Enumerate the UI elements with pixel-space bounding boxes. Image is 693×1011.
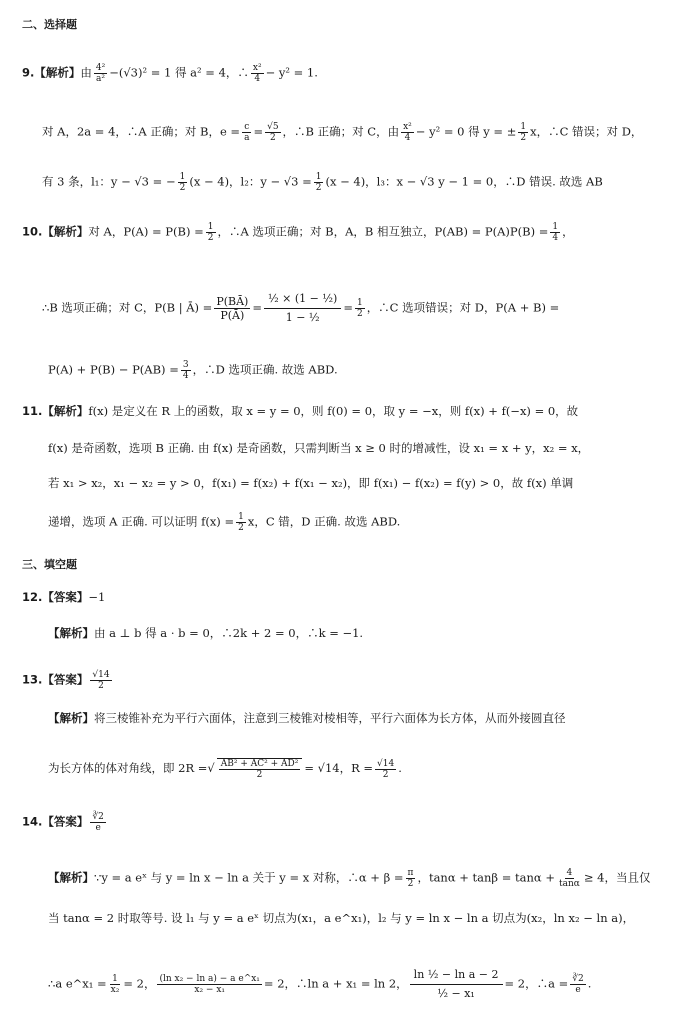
fraction: $\frac{\text{x²}}{4}$ xyxy=(403,122,412,143)
answer-fraction: $\frac{√14}{2}$ xyxy=(92,670,110,691)
fraction: $\frac{1}{\text{x₂}}$ xyxy=(110,974,120,995)
analysis-tag: 【解析】 xyxy=(48,626,94,640)
analysis-tag: 【解析】 xyxy=(34,65,81,80)
answer-tag: 【答案】 xyxy=(42,590,89,604)
compound-fraction: $\frac{\text{½ × (1 − ½)}}{\text{1 − ½}}$ xyxy=(264,290,341,327)
answer-value: −1 xyxy=(88,590,106,604)
question-number: 9. xyxy=(22,65,35,80)
q10-line-1: 10.【解析】对 A，P(A) = P(B) = $\frac{1}{2}$ ，∴A 选项正确；对 B，A，B 相互独立，P(AB) = P(A)P(B) = $\frac{1}{4}$ ， xyxy=(22,222,574,243)
fraction: $\frac{c}{a}$ xyxy=(244,122,250,143)
compound-fraction: $\frac{\text{ln ½ − ln a − 2}}{\text{½ − x₁}}$ xyxy=(410,966,503,1003)
analysis-tag: 【解析】 xyxy=(48,711,94,725)
q14-analysis-line-3: ∴a e^x₁ = $\frac{1}{\text{x₂}}$ = 2， $\frac{\text{(ln x₂ − ln a) − a e\textasciicircum{}x₁}}{\text{x₂ − x₁}}$ = 2，∴ln a + x₁ = ln 2， $\frac{\text{ln ½ − ln a − 2}}{\text{½ − x₁}}$ = 2，∴a = $\frac{∛2}{e}$ . xyxy=(48,966,591,1003)
q11-line-4: 递增，选项 A 正确. 可以证明 f(x) = $\frac{1}{2}$ x，C 错，D 正确. 故选 ABD. xyxy=(48,512,401,533)
q14-analysis-line-1: 【解析】∵y = a eˣ 与 y = ln x − ln a 关于 y = x 对称，∴α + β = $\frac{\pi}{2}$ ，tanα + tanβ = tanα + $\frac{4}{\tan\alpha}$ ≥ 4，当且仅 xyxy=(48,868,651,889)
fraction: $\frac{∛2}{e}$ xyxy=(572,974,584,995)
fraction: $\frac{√14}{2}$ xyxy=(377,758,395,780)
q11-line-3: 若 x₁ > x₂，x₁ − x₂ = y > 0，f(x₁) = f(x₂) + f(x₁ − x₂)，即 f(x₁) − f(x₂) = f(y) > 0，故 f(x) 单调 xyxy=(48,476,574,490)
analysis-tag: 【解析】 xyxy=(42,224,89,239)
fraction: $\frac{1}{2}$ xyxy=(238,512,244,533)
q12-answer-line xyxy=(22,589,105,605)
fraction: $\frac{\text{x²}}{4}$ xyxy=(252,63,262,84)
q13-analysis-line-1: 【解析】将三棱锥补充为平行六面体，注意到三棱锥对棱相等，平行六面体为长方体，从而外接圆直径 xyxy=(48,711,566,725)
q9-line-2: 对 A，2a = 4，∴A 正确；对 B，e = $\frac{c}{a}$ = $\frac{√5}{2}$ ，∴B 正确；对 C，由 $\frac{\text{x²}}{4}$ − y² = 0 得 y = ± $\frac{1}{2}$ x，∴C 错误；对 D， xyxy=(42,122,643,143)
fraction: $\frac{\text{(ln x₂ − ln a) − a e\textasciicircum{}x₁}}{\text{x₂ − x₁}}$ xyxy=(159,974,260,995)
analysis-tag: 【解析】 xyxy=(42,404,89,418)
fraction: $\frac{1}{4}$ xyxy=(552,222,559,243)
fraction: $\frac{4}{\tan\alpha}$ xyxy=(558,868,580,889)
q12-analysis-line: 【解析】由 a ⊥ b 得 a · b = 0，∴2k + 2 = 0，∴k = −1. xyxy=(48,626,364,640)
sqrt-fraction: $\frac{\text{AB² + AC² + AD²}}{2}$ xyxy=(217,758,303,780)
q14-analysis-line-2: 当 tanα = 2 时取等号. 设 l₁ 与 y = a eˣ 切点为(x₁，a e^x₁)，l₂ 与 y = ln x − ln a 切点为(x₂，ln x₂ − ln a)， xyxy=(48,911,635,925)
fraction: $\frac{1}{2}$ xyxy=(315,172,322,193)
q9-line-1: 9.【解析】由 $\frac{\text{4²}}{\text{a²}}$ −(√3)² = 1 得 a² = 4，∴ $\frac{\text{x²}}{4}$ − y² = 1. xyxy=(22,63,318,84)
q11-line-1: 11.【解析】f(x) 是定义在 R 上的函数，取 x = y = 0，则 f(0) = 0，取 y = −x，则 f(x) + f(−x) = 0，故 xyxy=(22,404,579,418)
question-number: 11. xyxy=(22,404,43,418)
fraction: $\frac{\pi}{2}$ xyxy=(407,868,414,889)
question-number: 14. xyxy=(22,814,43,829)
q13-analysis-line-2: 为长方体的体对角线，即 2R =√ $\frac{\text{AB² + AC² + AD²}}{2}$ = √14，R = $\frac{√14}{2}$ . xyxy=(48,758,402,780)
fraction: $\frac{3}{4}$ xyxy=(182,360,189,381)
q10-line-2: ∴B 选项正确；对 C，P(B | Ā) = $\frac{P(BĀ)}{P(Ā)}$ = $\frac{\text{½ × (1 − ½)}}{\text{1 − ½}}$ = $\frac{1}{2}$ ，∴C 选项错误；对 D，P(A + B) = xyxy=(42,290,559,327)
fraction: $\frac{1}{2}$ xyxy=(207,222,214,243)
fraction: $\frac{P(BĀ)}{P(Ā)}$ xyxy=(216,295,249,322)
answer-tag: 【答案】 xyxy=(42,672,89,687)
q10-line-3: P(A) + P(B) − P(AB) = $\frac{3}{4}$ ，∴D 选项正确. 故选 ABD. xyxy=(48,360,338,381)
q14-answer-line xyxy=(22,812,108,833)
fraction: $\frac{1}{2}$ xyxy=(520,122,527,143)
fraction: $\frac{\text{4²}}{\text{a²}}$ xyxy=(95,63,106,84)
fraction: $\frac{1}{2}$ xyxy=(179,172,186,193)
question-number: 12. xyxy=(22,590,43,604)
fraction: $\frac{√5}{2}$ xyxy=(267,122,279,143)
section-heading-fill: 三、填空题 xyxy=(22,558,77,571)
answer-tag: 【答案】 xyxy=(42,814,89,829)
question-number: 13. xyxy=(22,672,43,687)
section-heading-choice: 二、选择题 xyxy=(22,18,77,31)
question-number: 10. xyxy=(22,224,43,239)
analysis-tag: 【解析】 xyxy=(48,870,94,885)
fraction: $\frac{1}{2}$ xyxy=(356,298,363,319)
q9-line-3: 有 3 条，l₁：y − √3 = − $\frac{1}{2}$ (x − 4)，l₂：y − √3 = $\frac{1}{2}$ (x − 4)，l₃：x − √3 y − 1 = 0，∴D 错误. 故选 AB xyxy=(42,172,603,193)
q13-answer-line xyxy=(22,670,114,691)
q11-line-2: f(x) 是奇函数，选项 B 正确. 由 f(x) 是奇函数，只需判断当 x ≥ 0 时的增减性，设 x₁ = x + y，x₂ = x， xyxy=(48,441,590,455)
answer-fraction: $\frac{∛2}{e}$ xyxy=(92,812,104,833)
